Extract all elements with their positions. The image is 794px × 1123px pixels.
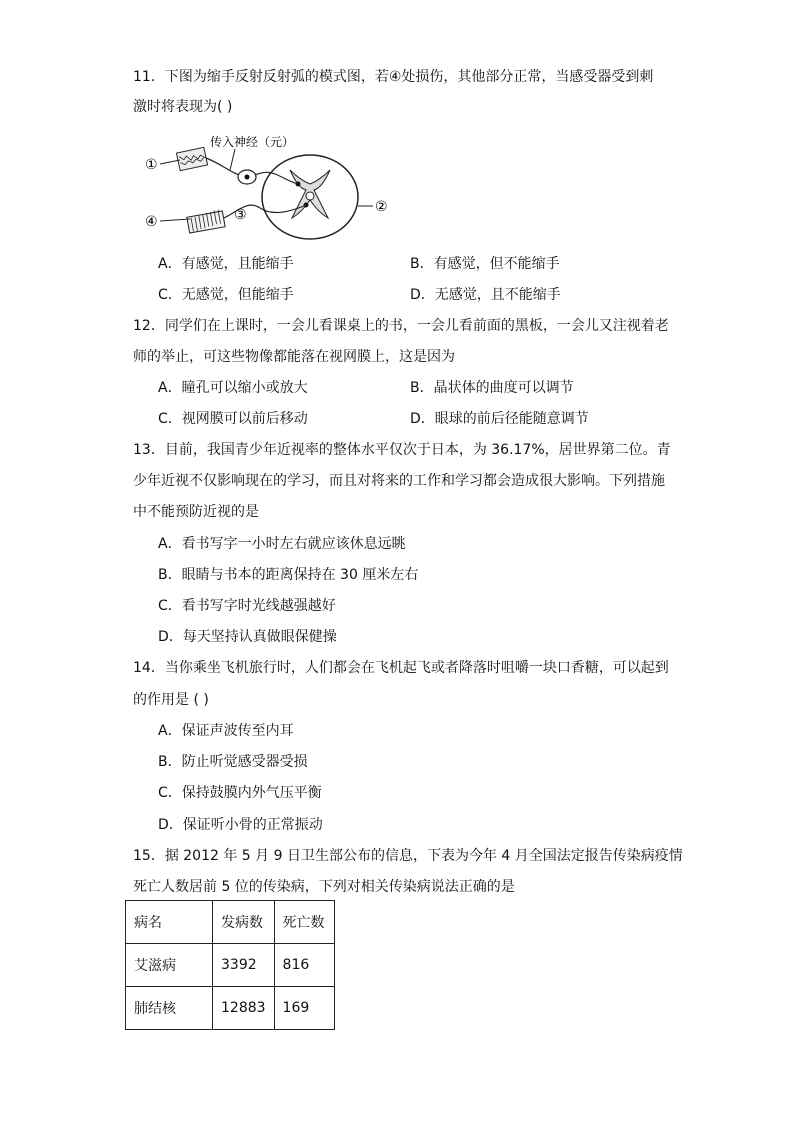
q13-option-d: D．每天坚持认真做眼保健操 [158, 629, 337, 645]
table-cell: 肺结核 [126, 987, 213, 1030]
table-header-cell: 发病数 [213, 901, 275, 944]
table-cell: 艾滋病 [126, 944, 213, 987]
q15-stem-line2: 死亡人数居前 5 位的传染病，下列对相关传染病说法正确的是 [133, 879, 515, 895]
table-header-row [126, 901, 335, 944]
table-header-cell: 死亡数 [274, 901, 334, 944]
effector-muscle [187, 210, 225, 233]
q14-option-d: D．保证听小骨的正常振动 [158, 817, 323, 833]
table-row [126, 987, 335, 1030]
q13-option-a: A．看书写字一小时左右就应该休息远眺 [158, 536, 406, 552]
q14-option-a: A．保证声波传至内耳 [158, 723, 294, 739]
label-afferent: 传入神经（元） [210, 135, 295, 149]
receptor-skin-patch [176, 147, 207, 170]
label-num1: ① [145, 157, 158, 173]
spinal-cord [262, 155, 358, 239]
q11-option-d: D．无感觉，且不能缩手 [410, 287, 561, 303]
table-cell: 12883 [213, 987, 275, 1030]
q14-stem-line1: 14．当你乘坐飞机旅行时，人们都会在飞机起飞或者降落时咀嚼一块口香糖，可以起到 [133, 660, 669, 676]
q13-stem-line1: 13．目前，我国青少年近视率的整体水平仅次于日本，为 36.17%，居世界第二位。青 [133, 442, 671, 458]
table-cell: 3392 [213, 944, 275, 987]
q12-option-c: C．视网膜可以前后移动 [158, 411, 308, 427]
q15-stem-line1: 15．据 2012 年 5 月 9 日卫生部公布的信息，下表为今年 4 月全国法定报告传染病疫情 [133, 848, 683, 864]
q12-option-b: B．晶状体的曲度可以调节 [410, 380, 574, 396]
q14-option-c: C．保持鼓膜内外气压平衡 [158, 785, 322, 801]
q12-option-a: A．瞳孔可以缩小或放大 [158, 380, 308, 396]
table-header-cell: 病名 [126, 901, 213, 944]
q13-option-b: B．眼睛与书本的距离保持在 30 厘米左右 [158, 567, 419, 583]
q11-option-c: C．无感觉，但能缩手 [158, 287, 294, 303]
table-row [126, 944, 335, 987]
label-num3: ③ [234, 207, 247, 223]
q14-option-b: B．防止听觉感受器受损 [158, 754, 308, 770]
label-num4: ④ [145, 214, 158, 230]
table-cell: 816 [274, 944, 334, 987]
q11-stem-line1: 11．下图为缩手反射反射弧的模式图，若④处损伤，其他部分正常，当感受器受到刺 [133, 69, 654, 85]
reflex-arc-diagram [140, 130, 410, 248]
table-cell: 169 [274, 987, 334, 1030]
q12-stem-line1: 12．同学们在上课时，一会儿看课桌上的书，一会儿看前面的黑板，一会儿又注视着老 [133, 318, 669, 334]
q12-stem-line2: 师的举止，可这些物像都能落在视网膜上，这是因为 [133, 349, 455, 365]
q13-option-c: C．看书写字时光线越强越好 [158, 598, 336, 614]
q14-stem-line2: 的作用是 ( ) [133, 692, 209, 708]
q11-stem-line2: 激时将表现为( ) [133, 99, 233, 115]
q11-option-b: B．有感觉，但不能缩手 [410, 256, 560, 272]
q11-option-a: A．有感觉，且能缩手 [158, 256, 294, 272]
label-num2: ② [375, 199, 388, 215]
q12-option-d: D．眼球的前后径能随意调节 [410, 411, 589, 427]
reflex-arc-svg [140, 130, 410, 248]
q13-stem-line2: 少年近视不仅影响现在的学习，而且对将来的工作和学习都会造成很大影响。下列措施 [133, 473, 665, 489]
disease-table [125, 900, 335, 1030]
q13-stem-line3: 中不能预防近视的是 [133, 504, 259, 520]
